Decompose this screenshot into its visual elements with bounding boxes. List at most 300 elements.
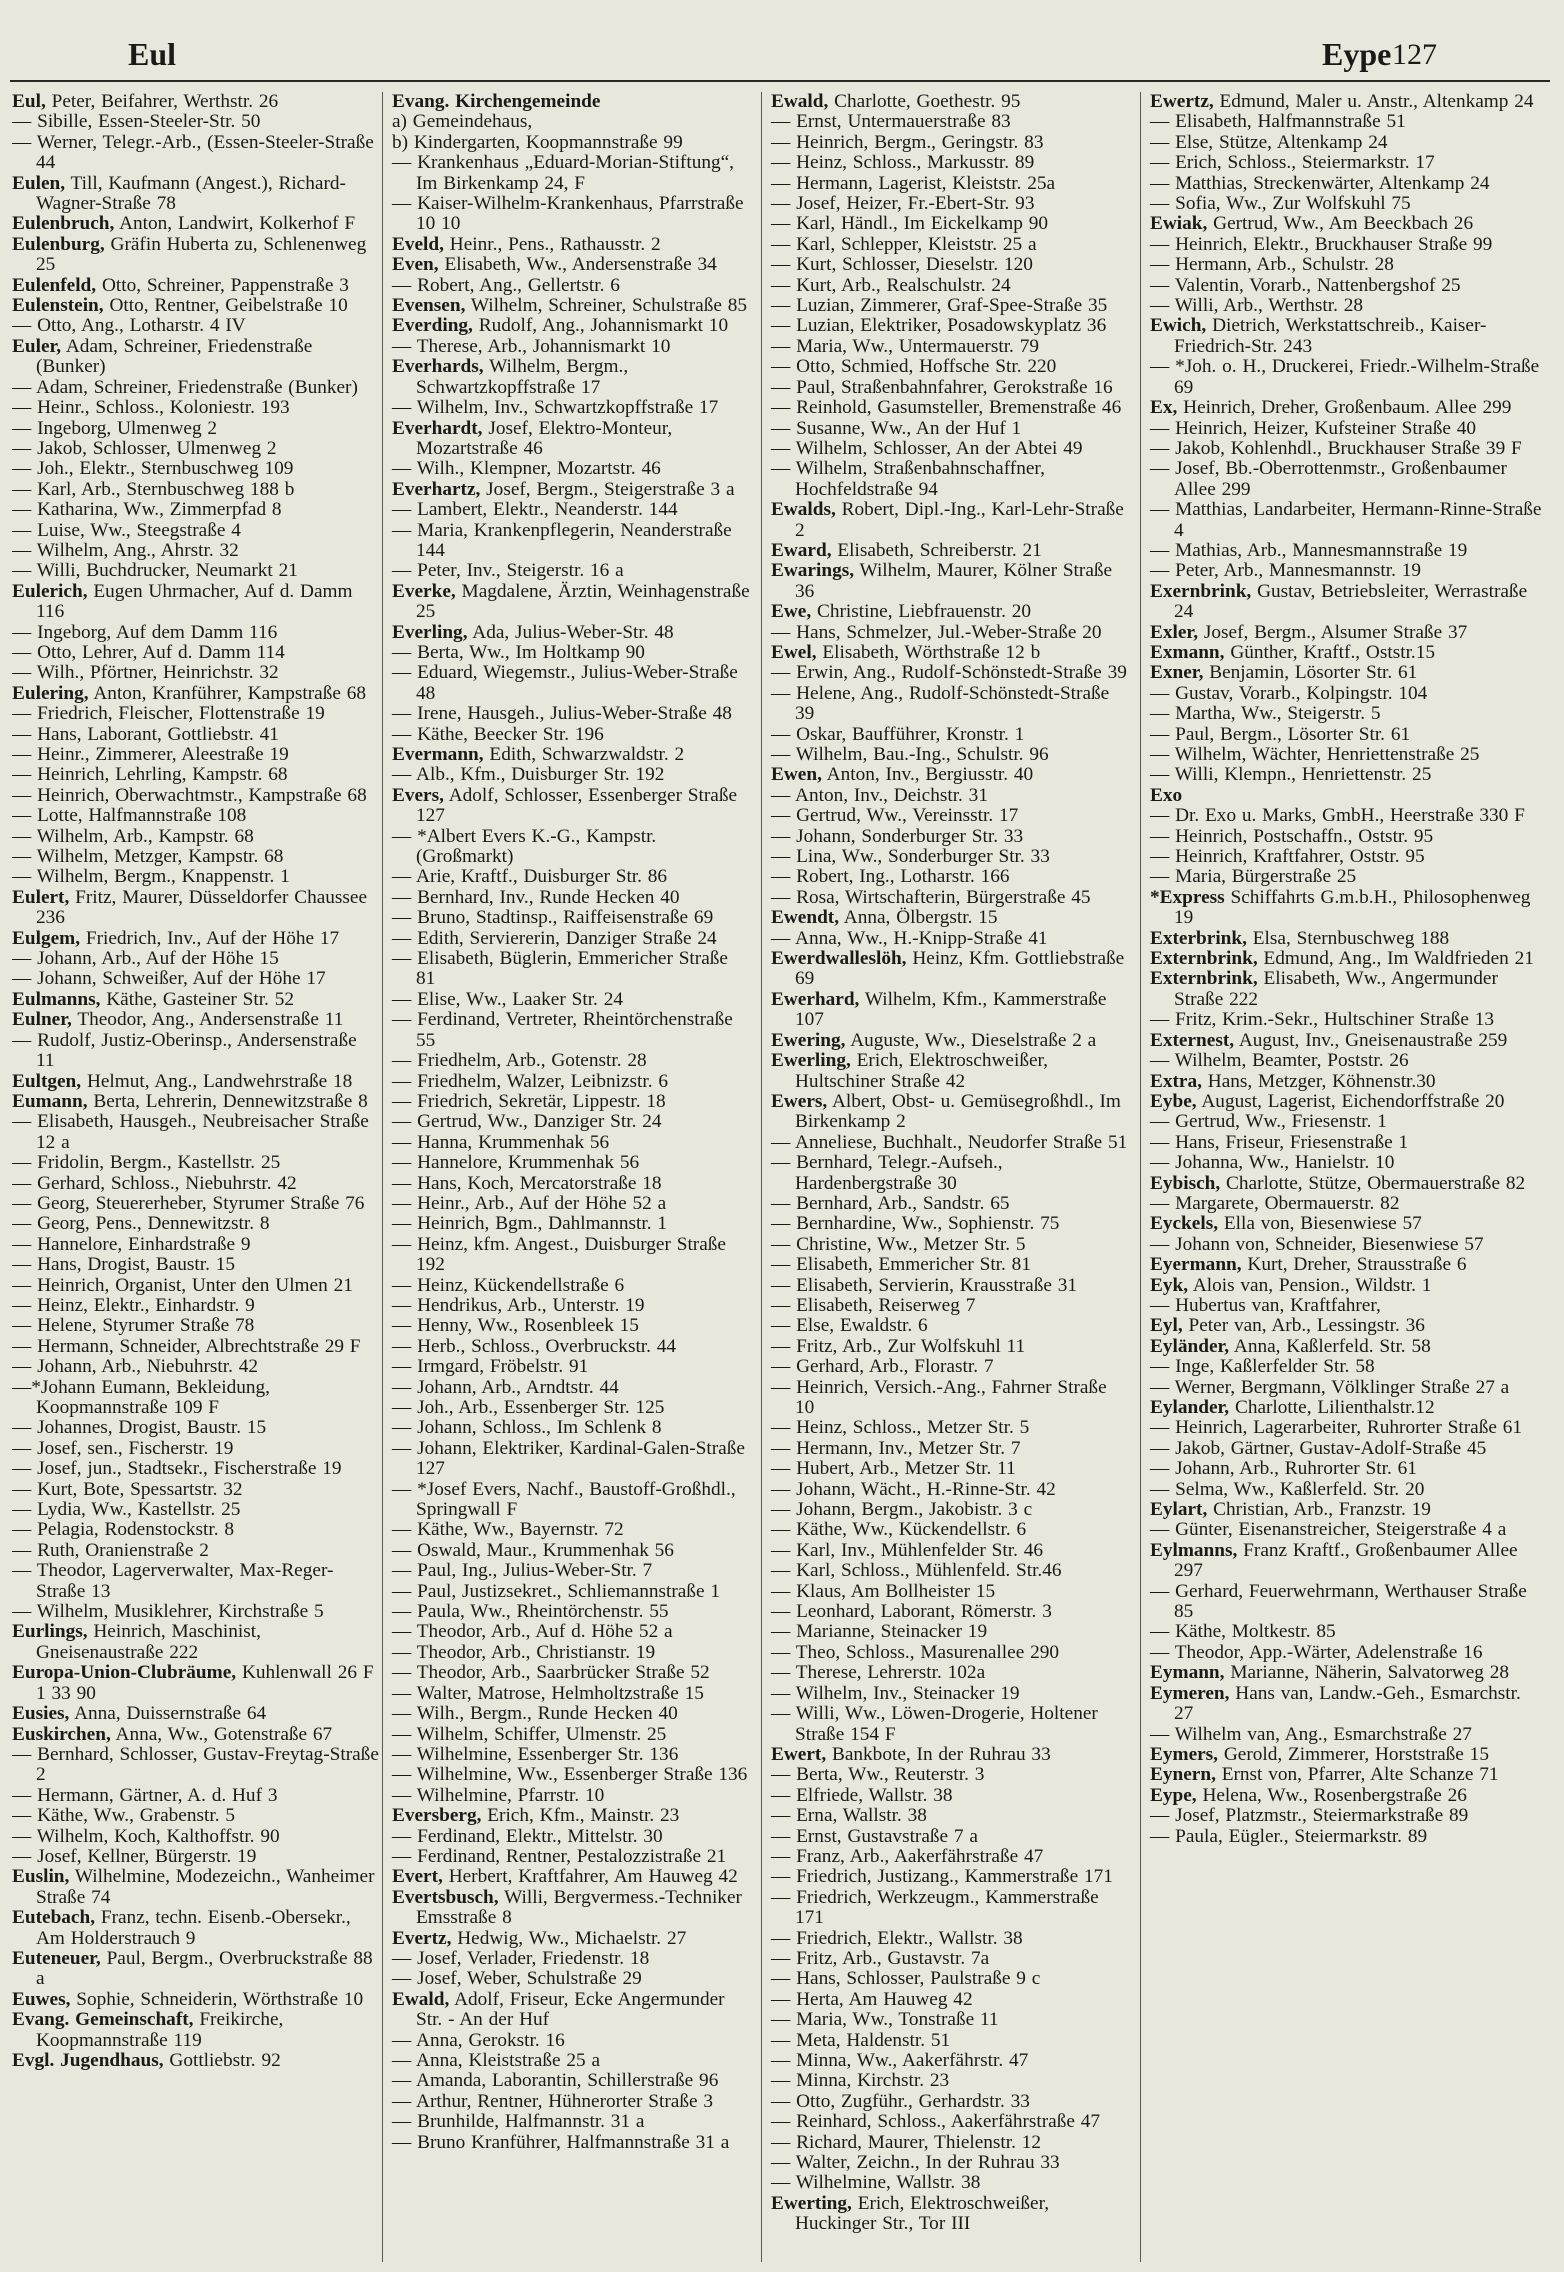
entry-surname: Ewarings, (771, 560, 855, 582)
directory-entry (12, 745, 380, 765)
directory-entry (771, 1888, 1129, 1929)
directory-entry (771, 806, 1129, 826)
directory-entry (12, 684, 380, 704)
entry-surname: Ewers, (771, 1090, 828, 1112)
entry-text: — Johann, Schweißer, Auf der Höhe 17 (12, 968, 326, 990)
entry-text: — Heinz, Schloss., Metzer Str. 5 (771, 1417, 1030, 1439)
entry-text: — Friedhelm, Arb., Gotenstr. 28 (392, 1050, 647, 1072)
directory-entry (771, 214, 1129, 234)
entry-text: — Gertrud, Ww., Danziger Str. 24 (392, 1111, 662, 1133)
entry-text: — Heinrich, Postschaffn., Oststr. 95 (1150, 825, 1434, 847)
directory-entry (392, 1582, 750, 1602)
entry-text: — Werner, Telegr.-Arb., (Essen-Steeler-Straße 44 (12, 131, 374, 174)
directory-entry (392, 480, 750, 500)
entry-surname: Eutebach, (12, 1907, 96, 1929)
directory-entry (12, 398, 380, 418)
entry-surname: Evert, (392, 1866, 443, 1888)
entry-text: Ernst von, Pfarrer, Alte Schanze 71 (1221, 1764, 1499, 1786)
directory-entry (392, 2071, 750, 2091)
entry-surname: Evertz, (392, 1927, 452, 1949)
entry-text: — Sofia, Ww., Zur Wolfskuhl 75 (1150, 193, 1411, 215)
entry-text: — Berta, Ww., Reuterstr. 3 (771, 1764, 985, 1786)
entry-text: Franz, techn. Eisenb.-Obersekr., Am Holderstrauch 9 (36, 1907, 351, 1949)
directory-entry (1150, 1112, 1543, 1132)
entry-text: Theodor, Ang., Andersenstraße 11 (77, 1009, 344, 1031)
entry-text: — Ferdinand, Rentner, Pestalozzistraße 21 (392, 1845, 727, 1867)
directory-entry (1150, 1092, 1543, 1112)
directory-entry (392, 2133, 750, 2153)
directory-entry (1150, 1031, 1543, 1051)
directory-entry (1150, 112, 1543, 132)
entry-text: — Ruth, Oranienstraße 2 (12, 1539, 209, 1561)
directory-entry (392, 153, 750, 194)
entry-text: — Ernst, Gustavstraße 7 a (771, 1825, 978, 1847)
entry-text: — Rosa, Wirtschafterin, Bürgerstraße 45 (771, 886, 1091, 908)
directory-entry (771, 235, 1129, 255)
entry-surname: Exterbrink, (1150, 927, 1247, 949)
directory-entry (392, 1806, 750, 1826)
entry-text: — Ferdinand, Vertreter, Rheintörchenstraße 55 (392, 1009, 733, 1051)
directory-entry (392, 745, 750, 765)
entry-text: — Ingeborg, Auf dem Damm 116 (12, 621, 278, 643)
entry-text: Wilhelm, Schreiner, Schulstraße 85 (470, 295, 748, 317)
entry-text: — Hans, Schmelzer, Jul.-Weber-Straße 20 (771, 621, 1102, 643)
directory-entry (12, 929, 380, 949)
directory-entry (1150, 1684, 1543, 1725)
directory-entry (1150, 582, 1543, 623)
entry-surname: Ewald, (771, 92, 829, 112)
directory-entry (12, 847, 380, 867)
entry-text: — Lina, Ww., Sonderburger Str. 33 (771, 846, 1050, 868)
entry-text: Hedwig, Ww., Michaelstr. 27 (457, 1927, 687, 1949)
directory-entry (1150, 1072, 1543, 1092)
entry-text: — Johann, Bergm., Jakobistr. 3 c (771, 1499, 1033, 1521)
directory-entry (771, 357, 1129, 377)
directory-entry (771, 1337, 1129, 1357)
directory-entry (12, 806, 380, 826)
entry-text: Heinr., Pens., Rathausstr. 2 (449, 233, 661, 255)
entry-text: — Bruno, Stadtinsp., Raiffeisenstraße 69 (392, 907, 714, 929)
directory-entry (771, 1439, 1129, 1459)
entry-text: Anna, Ölbergstr. 15 (843, 907, 998, 929)
entry-text: — Therese, Arb., Johannismarkt 10 (392, 335, 671, 357)
entry-text: Elisabeth, Schreiberstr. 21 (837, 539, 1042, 561)
directory-entry (1150, 1500, 1543, 1520)
entry-surname: Ewich, (1150, 315, 1207, 337)
entry-text: Franz Kraftf., Großenbaumer Allee 297 (1174, 1539, 1518, 1582)
entry-text: — Josef, Kellner, Bürgerstr. 19 (12, 1845, 257, 1867)
entry-text: — Fritz, Arb., Zur Wolfskuhl 11 (771, 1335, 1026, 1357)
directory-entry (12, 1153, 380, 1173)
directory-entry (392, 419, 750, 460)
directory-entry (12, 1786, 380, 1806)
directory-entry (771, 1092, 1129, 1133)
entry-text: Bankbote, In der Ruhrau 33 (831, 1743, 1051, 1765)
entry-text: Ada, Julius-Weber-Str. 48 (472, 621, 674, 643)
entry-text: — Fritz, Arb., Gustavstr. 7a (771, 1947, 990, 1969)
directory-entry (392, 1786, 750, 1806)
entry-text: — Hendrikus, Arb., Unterstr. 19 (392, 1294, 645, 1316)
entry-text: Benjamin, Lösorter Str. 61 (1209, 662, 1418, 684)
directory-entry (771, 1480, 1129, 1500)
entry-text: — Paul, Justizsekret., Schliemannstraße 1 (392, 1580, 720, 1602)
entry-text: — Heinrich, Lehrling, Kampstr. 68 (12, 764, 288, 786)
entry-text: Gräfin Huberta zu, Schlenenweg 25 (36, 233, 367, 276)
directory-entry (1150, 398, 1543, 418)
entry-text: Peter, Beifahrer, Werthstr. 26 (51, 92, 279, 112)
entry-text: — Paul, Bergm., Lösorter Str. 61 (1150, 723, 1411, 745)
directory-entry (1150, 1827, 1543, 1847)
entry-surname: Eward, (771, 539, 832, 561)
entry-text: Elisabeth, Ww., Andersenstraße 34 (444, 254, 717, 276)
directory-entry (1150, 419, 1543, 439)
entry-text: August, Lagerist, Eichendorffstraße 20 (1201, 1090, 1505, 1112)
entry-surname: Eype, (1150, 1784, 1197, 1806)
directory-entry (392, 1725, 750, 1745)
directory-entry (1150, 1806, 1543, 1826)
directory-entry (771, 623, 1129, 643)
entry-surname: Eylart, (1150, 1499, 1208, 1521)
entry-text: — Luzian, Elektriker, Posadowskyplatz 36 (771, 315, 1107, 337)
directory-entry (1150, 1357, 1543, 1377)
directory-entry (392, 1561, 750, 1581)
entry-text: — Elisabeth, Hausgeh., Neubreisacher Straße 12 a (12, 1111, 369, 1153)
directory-entry (392, 990, 750, 1010)
directory-entry (392, 1684, 750, 1704)
entry-text: — Margarete, Obermauerstr. 82 (1150, 1192, 1400, 1214)
directory-entry (392, 1357, 750, 1377)
directory-entry (1150, 1133, 1543, 1153)
directory-entry (771, 194, 1129, 214)
entry-text: Eugen Uhrmacher, Auf d. Damm 116 (36, 580, 353, 623)
entry-text: — Paul, Ing., Julius-Weber-Str. 7 (392, 1560, 653, 1582)
entry-text: — Johann, Arb., Arndtstr. 44 (392, 1376, 619, 1398)
entry-text: — Minna, Kirchstr. 23 (771, 2070, 950, 2092)
directory-entry (1150, 1255, 1543, 1275)
directory-entry (12, 296, 380, 316)
entry-text: — Theodor, App.-Wärter, Adelenstraße 16 (1150, 1641, 1483, 1663)
directory-entry (392, 1602, 750, 1622)
entry-text: Erich, Elektroschweißer, Huckinger Str., Tor III (795, 2192, 1050, 2235)
directory-entry (392, 1214, 750, 1234)
entry-text: — Matthias, Landarbeiter, Hermann-Rinne-Straße 4 (1150, 499, 1542, 541)
directory-entry (12, 888, 380, 929)
entry-text: Otto, Schreiner, Pappenstraße 3 (101, 274, 349, 296)
entry-text: — Kurt, Bote, Spessartstr. 32 (12, 1478, 243, 1500)
entry-text: — Henny, Ww., Rosenbleek 15 (392, 1315, 639, 1337)
entry-text: — Elfriede, Wallstr. 38 (771, 1784, 953, 1806)
entry-text: Wilhelm, Kfm., Kammerstraße 107 (795, 988, 1107, 1031)
directory-entry (12, 92, 380, 112)
directory-entry (12, 1378, 380, 1419)
entry-text: — Wilhelmine, Essenberger Str. 136 (392, 1743, 679, 1765)
entry-text: — Peter, Arb., Mannesmannstr. 19 (1150, 560, 1421, 582)
directory-entry (1150, 1582, 1543, 1623)
directory-entry (12, 1602, 380, 1622)
directory-entry (392, 2092, 750, 2112)
directory-entry (392, 888, 750, 908)
entry-text: Josef, Elektro-Monteur, Mozartstraße 46 (416, 417, 673, 459)
entry-text: — Friedhelm, Walzer, Leibnizstr. 6 (392, 1070, 669, 1092)
entry-text: — Else, Stütze, Altenkamp 24 (1150, 131, 1388, 153)
entry-text: — Johann, Elektriker, Kardinal-Galen-Straße 127 (392, 1437, 745, 1480)
directory-entry (12, 1990, 380, 2010)
entry-text: — Paul, Straßenbahnfahrer, Gerokstraße 16 (771, 376, 1113, 398)
directory-entry (771, 1582, 1129, 1602)
directory-entry (771, 2092, 1129, 2112)
directory-entry (12, 378, 380, 398)
entry-text: — Maria, Ww., Tonstraße 11 (771, 2009, 999, 2031)
directory-entry (771, 1847, 1129, 1867)
directory-entry (12, 1316, 380, 1336)
directory-entry (771, 174, 1129, 194)
entry-surname: Evermann, (392, 744, 484, 765)
entry-surname: Euler, (12, 335, 62, 357)
directory-entry (1150, 1643, 1543, 1663)
directory-entry (12, 1725, 380, 1745)
directory-entry (392, 276, 750, 296)
entry-surname: Euskirchen, (12, 1723, 111, 1745)
entry-text: Helena, Ww., Rosenbergstraße 26 (1202, 1784, 1467, 1806)
directory-entry (1150, 684, 1543, 704)
directory-entry (12, 1622, 380, 1663)
directory-entry (771, 888, 1129, 908)
entry-text: — Wilh., Bergm., Runde Hecken 40 (392, 1703, 678, 1725)
entry-text: — Käthe, Moltkestr. 85 (1150, 1621, 1336, 1643)
directory-entry (771, 1051, 1129, 1092)
entry-text: — Fridolin, Bergm., Kastellstr. 25 (12, 1152, 281, 1174)
directory-entry (12, 276, 380, 296)
entry-text: Helmut, Ang., Landwehrstraße 18 (86, 1070, 353, 1092)
directory-entry (12, 623, 380, 643)
directory-entry (392, 643, 750, 663)
directory-entry (392, 582, 750, 623)
entry-text: — Erwin, Ang., Rudolf-Schönstedt-Straße 39 (771, 662, 1127, 684)
entry-text: — Hanna, Krummenhak 56 (392, 1131, 610, 1153)
entry-text: — Eduard, Wiegemstr., Julius-Weber-Straße 48 (392, 662, 738, 704)
entry-text: — Rudolf, Justiz-Oberinsp., Andersenstraße 11 (12, 1029, 357, 1072)
directory-entry (1150, 357, 1543, 398)
entry-surname: Ewiak, (1150, 213, 1208, 235)
entry-text: — Johann, Arb., Ruhrorter Str. 61 (1150, 1458, 1417, 1480)
entry-text: — Johanna, Ww., Hanielstr. 10 (1150, 1152, 1395, 1174)
directory-entry (771, 316, 1129, 336)
directory-entry (12, 582, 380, 623)
entry-text: a) Gemeindehaus, (392, 111, 533, 133)
entry-text: Gertrud, Ww., Am Beeckbach 26 (1213, 213, 1474, 235)
entry-text: Auguste, Ww., Dieselstraße 2 a (850, 1029, 1097, 1051)
directory-entry (12, 1480, 380, 1500)
entry-text: Magdalene, Ärztin, Weinhagenstraße 25 (416, 580, 750, 623)
directory-entry (1150, 623, 1543, 643)
entry-text: — Erich, Schloss., Steiermarkstr. 17 (1150, 152, 1435, 174)
directory-entry (1150, 1153, 1543, 1173)
entry-text: Christian, Arb., Franzstr. 19 (1213, 1499, 1431, 1521)
header-first-name: Eul (128, 36, 177, 72)
directory-entry (12, 1174, 380, 1194)
directory-entry (771, 1214, 1129, 1234)
page-number: 127 (1392, 38, 1437, 71)
entry-surname: Evertsbusch, (392, 1886, 499, 1908)
entry-text: — *Josef Evers, Nachf., Baustoff-Großhdl., Springwall F (392, 1478, 736, 1521)
entry-text: — Hermann, Gärtner, A. d. Huf 3 (12, 1784, 278, 1806)
entry-text: Heinrich, Dreher, Großenbaum. Allee 299 (1183, 397, 1512, 419)
directory-entry (12, 1276, 380, 1296)
entry-text: — Hubertus van, Kraftfahrer, (1150, 1294, 1381, 1316)
entry-surname: Eulen, (12, 172, 66, 194)
entry-text: — Hermann, Schneider, Albrechtstraße 29 F (12, 1335, 361, 1357)
entry-text: Edmund, Maler u. Anstr., Altenkamp 24 (1219, 92, 1534, 112)
directory-entry (12, 2010, 380, 2051)
directory-entry (392, 1010, 750, 1051)
entry-text: — Ferdinand, Elektr., Mittelstr. 30 (392, 1825, 663, 1847)
entry-text: — Gerhard, Schloss., Niebuhrstr. 42 (12, 1172, 297, 1194)
entry-text: — Otto, Zugführ., Gerhardstr. 33 (771, 2090, 1030, 2112)
directory-entry (771, 2051, 1129, 2071)
entry-surname: Everhards, (392, 356, 484, 378)
entry-text: August, Inv., Gneisenaustraße 259 (1238, 1029, 1508, 1051)
entry-text: — Wilhelm, Bergm., Knappenstr. 1 (12, 866, 290, 888)
directory-entry (771, 2010, 1129, 2030)
entry-surname: Euslin, (12, 1866, 70, 1888)
entry-text: — Heinrich, Lagerarbeiter, Ruhrorter Straße 61 (1150, 1417, 1523, 1439)
directory-entry (771, 602, 1129, 622)
directory-entry (1150, 1622, 1543, 1642)
directory-entry (12, 663, 380, 683)
directory-entry (12, 1439, 380, 1459)
directory-entry (12, 174, 380, 215)
entry-text: — Karl, Arb., Sternbuschweg 188 b (12, 478, 295, 500)
entry-text: — Ingeborg, Ulmenweg 2 (12, 417, 218, 439)
directory-entry (392, 1867, 750, 1887)
directory-entry (771, 1133, 1129, 1153)
entry-text: Sophie, Schneiderin, Wörthstraße 10 (76, 1988, 364, 2010)
entry-surname: Eul, (12, 92, 46, 112)
entry-text: — Luzian, Zimmerer, Graf-Spee-Straße 35 (771, 295, 1108, 317)
directory-entry (12, 1235, 380, 1255)
entry-text: — Inge, Kaßlerfelder Str. 58 (1150, 1356, 1375, 1378)
entry-text: Josef, Bergm., Steigerstraße 3 a (486, 478, 735, 500)
entry-text: — Luise, Ww., Steegstraße 4 (12, 519, 241, 541)
entry-text: — Hannelore, Einhardstraße 9 (12, 1233, 251, 1255)
entry-text: Kuhlenwall 26 F 1 33 90 (36, 1662, 374, 1704)
entry-text: Gottliebstr. 92 (169, 2050, 281, 2071)
directory-entry (392, 1847, 750, 1867)
entry-text: — Hans, Schlosser, Paulstraße 9 c (771, 1968, 1041, 1990)
entry-text: — Martha, Ww., Steigerstr. 5 (1150, 703, 1381, 725)
entry-text: Dietrich, Werkstattschreib., Kaiser-Friedrich-Str. 243 (1174, 315, 1487, 357)
entry-text: — Mathias, Arb., Mannesmannstraße 19 (1150, 539, 1468, 561)
directory-entry (771, 1827, 1129, 1847)
entry-text: — Johann, Wächt., H.-Rinne-Str. 42 (771, 1478, 1056, 1500)
entry-text: — Heinz, Schloss., Markusstr. 89 (771, 152, 1035, 174)
entry-text: — Heinrich, Bergm., Geringstr. 83 (771, 131, 1044, 153)
directory-entry (392, 1153, 750, 1173)
entry-text: Christine, Liebfrauenstr. 20 (817, 601, 1032, 623)
directory-entry (392, 1969, 750, 1989)
entry-text: — Walter, Zeichn., In der Ruhrau 33 (771, 2152, 1060, 2174)
entry-text: — Joh., Arb., Essenberger Str. 125 (392, 1397, 665, 1418)
entry-text: — Bernhardine, Ww., Sophienstr. 75 (771, 1213, 1060, 1235)
directory-entry (1150, 296, 1543, 316)
entry-text: — Wilhelm, Inv., Schwartzkopffstraße 17 (392, 397, 719, 419)
entry-text: — Werner, Bergmann, Völklinger Straße 27 a (1150, 1376, 1510, 1398)
entry-text: — Wilhelm, Schlosser, An der Abtei 49 (771, 437, 1083, 459)
directory-entry (12, 112, 380, 132)
entry-text: — Hermann, Lagerist, Kleiststr. 25a (771, 172, 1056, 194)
entry-text: — Hermann, Arb., Schulstr. 28 (1150, 254, 1394, 276)
entry-surname: Extra, (1150, 1070, 1202, 1092)
entry-surname: Europa-Union-Clubräume, (12, 1662, 237, 1684)
directory-entry (12, 1500, 380, 1520)
directory-entry (12, 480, 380, 500)
directory-entry (771, 133, 1129, 153)
entry-text: — Theo, Schloss., Masurenallee 290 (771, 1641, 1059, 1663)
directory-entry (771, 378, 1129, 398)
directory-entry (771, 112, 1129, 132)
directory-entry (392, 1480, 750, 1521)
directory-entry (12, 1561, 380, 1602)
entry-surname: Everhartz, (392, 478, 481, 500)
directory-entry (771, 337, 1129, 357)
directory-entry (12, 1255, 380, 1275)
entry-text: — Friedrich, Werkzeugm., Kammerstraße 171 (771, 1886, 1099, 1929)
entry-text: — Heinrich, Organist, Unter den Ulmen 21 (12, 1274, 353, 1296)
directory-entry (392, 1663, 750, 1683)
entry-text: — Anneliese, Buchhalt., Neudorfer Straße 51 (771, 1131, 1128, 1153)
entry-text: — Wilhelm, Inv., Steinacker 19 (771, 1682, 1020, 1704)
entry-text: — Hans, Friseur, Friesenstraße 1 (1150, 1131, 1409, 1153)
entry-text: — Anna, Ww., H.-Knipp-Straße 41 (771, 927, 1048, 949)
directory-entry (12, 765, 380, 785)
directory-entry (1150, 725, 1543, 745)
directory-entry (1150, 174, 1543, 194)
directory-entry (1150, 1316, 1543, 1336)
entry-text: — Bernhard, Telegr.-Aufseh., Hardenbergstraße 30 (771, 1152, 1003, 1194)
directory-entry (12, 500, 380, 520)
directory-entry (1150, 704, 1543, 724)
entry-text: Elisabeth, Ww., Angermunder Straße 222 (1174, 968, 1498, 1010)
directory-entry (1150, 439, 1543, 459)
directory-entry (12, 1745, 380, 1786)
entry-text: Berta, Lehrerin, Dennewitzstraße 8 (93, 1090, 368, 1112)
entry-text: — Wilhelm van, Ang., Esmarchstraße 27 (1150, 1723, 1472, 1745)
entry-surname: Exernbrink, (1150, 580, 1252, 602)
entry-surname: Ewendt, (771, 907, 840, 929)
entry-text: — Käthe, Ww., Bayernstr. 72 (392, 1519, 624, 1541)
directory-entry (12, 1908, 380, 1949)
entry-text: — Helene, Ang., Rudolf-Schönstedt-Straße 39 (771, 682, 1110, 725)
directory-entry (1150, 194, 1543, 214)
entry-text: Anna, Ww., Gotenstraße 67 (115, 1723, 333, 1745)
directory-entry (771, 847, 1129, 867)
directory-entry (392, 1378, 750, 1398)
entry-text: — Bernhard, Inv., Runde Hecken 40 (392, 886, 680, 908)
directory-entry (392, 1418, 750, 1438)
entry-surname: Eyk, (1150, 1274, 1189, 1296)
directory-entry (12, 133, 380, 174)
entry-text: — Wilhelm, Arb., Kampstr. 68 (12, 825, 254, 847)
directory-entry (1150, 663, 1543, 683)
directory-entry (392, 1888, 750, 1929)
entry-text: — Wilhelm, Schiffer, Ulmenstr. 25 (392, 1723, 667, 1745)
entry-surname: Eybe, (1150, 1090, 1197, 1112)
entry-surname: Evang. Gemeinschaft, (12, 2009, 194, 2031)
entry-text: — *Joh. o. H., Druckerei, Friedr.-Wilhelm-Straße 69 (1150, 356, 1540, 398)
directory-entry (392, 827, 750, 868)
entry-surname: Eyckels, (1150, 1213, 1219, 1235)
entry-surname: Eyländer, (1150, 1335, 1230, 1357)
